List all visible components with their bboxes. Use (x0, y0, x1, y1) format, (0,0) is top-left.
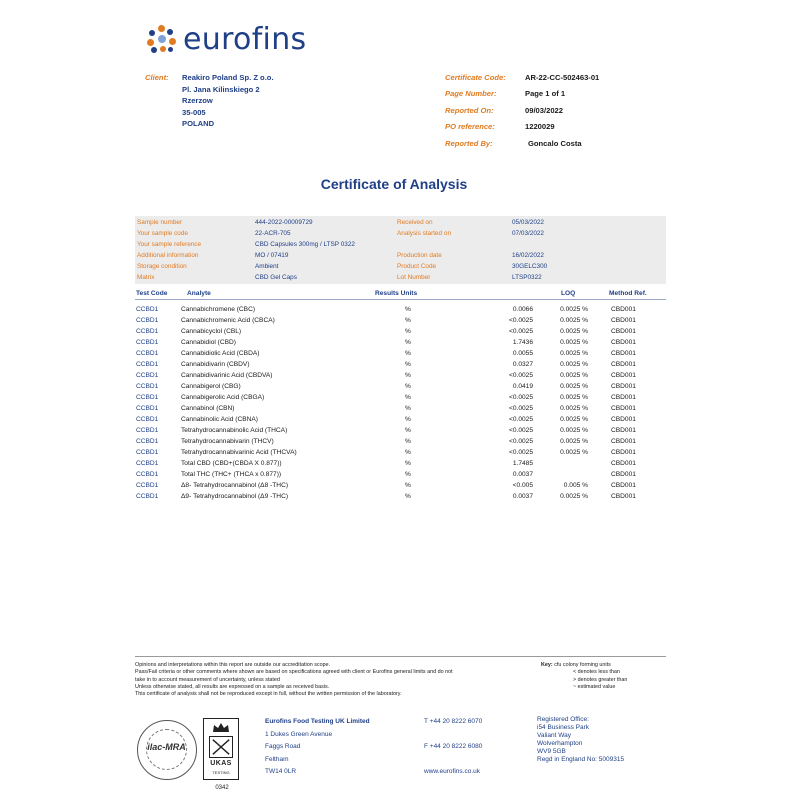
cell-method: CBD001 (611, 372, 636, 379)
table-row (135, 304, 666, 315)
table-row (135, 480, 666, 491)
table-row (135, 491, 666, 502)
cell-loq: 0.0025 % (560, 372, 588, 379)
cell-loq: 0.0025 % (560, 350, 588, 357)
cell-unit: % (405, 317, 411, 324)
cell-test-code: CCBD1 (136, 372, 159, 379)
cell-test-code: CCBD1 (136, 438, 159, 445)
cell-loq: 0.0025 % (560, 383, 588, 390)
cell-result: 0.0037 (512, 493, 533, 500)
registered-office: Registered Office: i54 Business Park Valiant Way Wolverhampton WV9 5GB Regd in England No: 5009315 (537, 716, 625, 763)
cell-analyte: Cannabichromenic Acid (CBCA) (181, 317, 275, 324)
header-method-ref: Method Ref. (609, 290, 647, 297)
table-row (135, 315, 666, 326)
sample-info-row: Sample number 444-2022-00009729 Received on 05/03/2022 (137, 219, 544, 226)
cell-unit: % (405, 372, 411, 379)
company-address: Eurofins Food Testing UK Limited 1 Dukes Green Avenue Faggs Road Feltham TW14 0LR (265, 718, 370, 775)
cell-result: 0.0037 (512, 471, 533, 478)
cell-method: CBD001 (611, 405, 636, 412)
symbol-key: Key: cfu colony forming units < denotes less than > denotes greater than ~ estimated value (541, 662, 628, 690)
cell-unit: % (405, 328, 411, 335)
footer-notes: Opinions and interpretations within this report are outside our accreditation scope. Pass/Fail criteria or other comments where shown are based on specifications agreed with client or Eurofins general limits and do not take in to account measurement of uncertainty, unless stated Unless otherwise stated, all results are expressed on a sample as received basis. This certificate of analysis shall not be reproduced except in full, without the written permission of the laboratory. (135, 662, 453, 698)
crown-icon (212, 722, 230, 733)
cell-method: CBD001 (611, 328, 636, 335)
cell-analyte: Δ8- Tetrahydrocannabinol (Δ8 -THC) (181, 482, 289, 489)
cell-loq: 0.0025 % (560, 328, 588, 335)
cell-loq: 0.0025 % (560, 394, 588, 401)
cell-unit: % (405, 482, 411, 489)
cell-result: <0.0025 (508, 328, 533, 335)
cell-loq: 0.0025 % (560, 427, 588, 434)
ukas-number: 0342 (215, 785, 229, 791)
cell-unit: % (405, 471, 411, 478)
cell-loq: 0.0025 % (560, 438, 588, 445)
table-row (135, 337, 666, 348)
cell-loq: 0.0025 % (560, 405, 588, 412)
cell-analyte: Cannabidivarinic Acid (CBDVA) (181, 372, 273, 379)
cell-result: <0.0025 (508, 405, 533, 412)
cell-result: <0.005 (512, 482, 533, 489)
cell-unit: % (405, 405, 411, 412)
results-table-header (135, 289, 666, 300)
cell-method: CBD001 (611, 383, 636, 390)
cell-unit: % (405, 306, 411, 313)
client-address: Reakiro Poland Sp. Z o.o. Pl. Jana Kilinskiego 2 Rzerzow 35-005 POLAND (182, 73, 274, 129)
table-row (135, 381, 666, 392)
company-website: www.eurofins.co.uk (424, 768, 480, 775)
cell-test-code: CCBD1 (136, 350, 159, 357)
sample-info-row: Your sample reference CBD Capsules 300mg / LTSP 0322 (137, 241, 355, 248)
eurofins-logo-icon (147, 25, 177, 55)
cell-analyte: Cannabidiol (CBD) (181, 339, 236, 346)
sample-info-row: Your sample code 22-ACR-705 Analysis started on 07/03/2022 (137, 230, 544, 237)
cell-loq: 0.0025 % (560, 449, 588, 456)
cell-method: CBD001 (611, 306, 636, 313)
cell-method: CBD001 (611, 416, 636, 423)
sample-info-row: Matrix CBD Gel Caps Lot Number LTSP0322 (137, 274, 542, 281)
cell-analyte: Total CBD (CBD+(CBDA X 0.877)) (181, 460, 282, 467)
cell-analyte: Cannabicyclol (CBL) (181, 328, 242, 335)
company-contact: T +44 20 8222 6070 F +44 20 8222 6080 www.eurofins.co.uk (424, 716, 482, 779)
cell-method: CBD001 (611, 350, 636, 357)
cell-result: 1.7485 (512, 460, 533, 467)
ukas-accreditation-mark: UKAS TESTING (203, 718, 239, 780)
table-row (135, 348, 666, 359)
cell-test-code: CCBD1 (136, 493, 159, 500)
header-results-units: Results Units (375, 290, 418, 297)
cell-result: <0.0025 (508, 372, 533, 379)
cell-analyte: Cannabigerolic Acid (CBGA) (181, 394, 265, 401)
cell-unit: % (405, 394, 411, 401)
logo-wordmark: eurofins (183, 22, 307, 57)
cell-result: 0.0066 (512, 306, 533, 313)
table-row (135, 414, 666, 425)
header-test-code: Test Code (136, 290, 168, 297)
cell-test-code: CCBD1 (136, 427, 159, 434)
cell-result: 0.0419 (512, 383, 533, 390)
table-row (135, 469, 666, 480)
table-row (135, 370, 666, 381)
report-meta-values: AR-22-CC-502463-01 Page 1 of 1 09/03/2022 1220029 Goncalo Costa (525, 73, 600, 148)
cell-result: 0.0327 (512, 361, 533, 368)
cell-result: <0.0025 (508, 317, 533, 324)
header-loq: LOQ (561, 290, 576, 297)
cell-loq: 0.0025 % (560, 493, 588, 500)
table-row (135, 326, 666, 337)
cell-result: <0.0025 (508, 416, 533, 423)
cell-unit: % (405, 449, 411, 456)
cell-test-code: CCBD1 (136, 394, 159, 401)
cell-unit: % (405, 427, 411, 434)
cell-loq: 0.005 % (563, 482, 588, 489)
cell-loq: 0.0025 % (560, 339, 588, 346)
cell-unit: % (405, 383, 411, 390)
cell-loq: 0.0025 % (560, 361, 588, 368)
cell-unit: % (405, 460, 411, 467)
sample-info-panel (135, 216, 666, 284)
cell-test-code: CCBD1 (136, 460, 159, 467)
cell-result: <0.0025 (508, 427, 533, 434)
cell-analyte: Cannabinolic Acid (CBNA) (181, 416, 258, 423)
cell-loq: 0.0025 % (560, 317, 588, 324)
cell-loq: 0.0025 % (560, 306, 588, 313)
cell-result: <0.0025 (508, 394, 533, 401)
page-title: Certificate of Analysis (320, 176, 468, 192)
cell-method: CBD001 (611, 394, 636, 401)
cell-unit: % (405, 493, 411, 500)
cell-method: CBD001 (611, 317, 636, 324)
cell-unit: % (405, 416, 411, 423)
cell-test-code: CCBD1 (136, 416, 159, 423)
table-row (135, 425, 666, 436)
cell-test-code: CCBD1 (136, 339, 159, 346)
sample-info-row: Additional information MO / 07419 Production date 16/02/2022 (137, 252, 544, 259)
cell-test-code: CCBD1 (136, 449, 159, 456)
cell-test-code: CCBD1 (136, 317, 159, 324)
cell-method: CBD001 (611, 427, 636, 434)
cell-test-code: CCBD1 (136, 482, 159, 489)
cell-test-code: CCBD1 (136, 361, 159, 368)
eurofins-logo (147, 22, 306, 57)
cell-method: CBD001 (611, 361, 636, 368)
cell-unit: % (405, 361, 411, 368)
table-row (135, 447, 666, 458)
table-row (135, 392, 666, 403)
cell-method: CBD001 (611, 339, 636, 346)
table-row (135, 458, 666, 469)
client-label: Client: (145, 73, 169, 82)
cell-method: CBD001 (611, 482, 636, 489)
cell-analyte: Total THC (THC+ (THCA x 0.877)) (181, 471, 282, 478)
sample-info-row: Storage condition Ambient Product Code 30GELC300 (137, 263, 548, 270)
cell-result: 0.0055 (512, 350, 533, 357)
cell-method: CBD001 (611, 449, 636, 456)
footer-divider (135, 656, 666, 657)
cell-test-code: CCBD1 (136, 383, 159, 390)
cell-method: CBD001 (611, 438, 636, 445)
cell-analyte: Cannabigerol (CBG) (181, 383, 241, 390)
cell-method: CBD001 (611, 471, 636, 478)
cell-result: 1.7436 (512, 339, 533, 346)
cell-analyte: Cannabidivarin (CBDV) (181, 361, 250, 368)
table-row (135, 436, 666, 447)
cell-result: <0.0025 (508, 449, 533, 456)
ukas-emblem-icon (209, 736, 233, 758)
cell-analyte: Tetrahydrocannabinolic Acid (THCA) (181, 427, 288, 434)
table-row (135, 403, 666, 414)
cell-loq: 0.0025 % (560, 416, 588, 423)
cell-analyte: Δ9- Tetrahydrocannabinol (Δ9 -THC) (181, 493, 289, 500)
report-meta-labels: Certificate Code: Page Number: Reported On: PO reference: Reported By: (445, 73, 506, 148)
cell-unit: % (405, 339, 411, 346)
cell-unit: % (405, 350, 411, 357)
cell-unit: % (405, 438, 411, 445)
cell-method: CBD001 (611, 460, 636, 467)
cell-test-code: CCBD1 (136, 328, 159, 335)
cell-result: <0.0025 (508, 438, 533, 445)
cell-analyte: Tetrahydrocannabivarin (THCV) (181, 438, 274, 445)
cell-analyte: Cannabinol (CBN) (181, 405, 235, 412)
cell-analyte: Cannabidiolic Acid (CBDA) (181, 350, 260, 357)
cell-test-code: CCBD1 (136, 306, 159, 313)
ilac-mra-seal: ilac-MRA (137, 720, 197, 780)
cell-analyte: Cannabichromene (CBC) (181, 306, 256, 313)
cell-analyte: Tetrahydrocannabivarinic Acid (THCVA) (181, 449, 297, 456)
cell-method: CBD001 (611, 493, 636, 500)
table-row (135, 359, 666, 370)
cell-test-code: CCBD1 (136, 471, 159, 478)
cell-test-code: CCBD1 (136, 405, 159, 412)
header-analyte: Analyte (187, 290, 211, 297)
